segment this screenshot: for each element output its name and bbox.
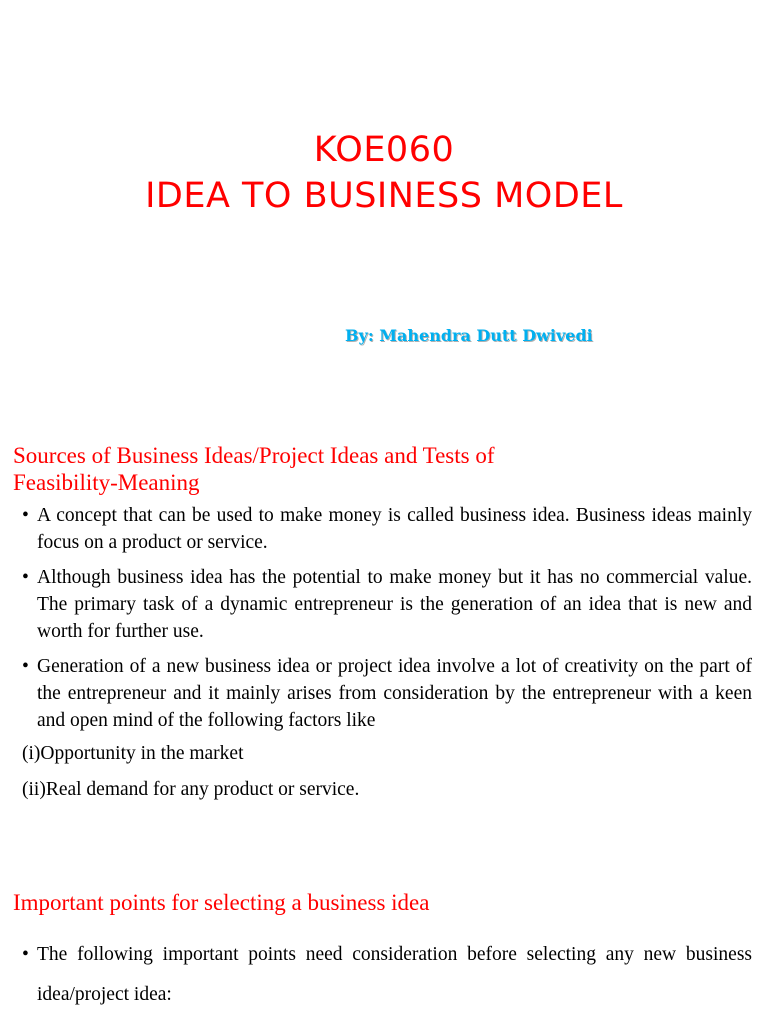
bullet-item [22, 935, 752, 1015]
title-slide [0, 0, 768, 395]
author-credit: By: Mahendra Dutt Dwivedi [345, 326, 593, 345]
section-heading-line1: Sources of Business Ideas/Project Ideas and Tests of [13, 443, 495, 468]
section2-heading: Important points for selecting a business idea [13, 890, 430, 915]
bullet-symbol: • [22, 944, 29, 965]
bullet-item [22, 502, 752, 556]
bullet-symbol: • [22, 505, 29, 526]
bullet-text: The following important points need consideration before selecting any new business idea/project idea: [37, 944, 752, 1005]
bullet-item [22, 564, 752, 645]
bullet-symbol: • [22, 567, 29, 588]
bullet-text: Generation of a new business idea or project idea involve a lot of creativity on the part of the entrepreneur and it mainly arises from consideration by the entrepreneur with a keen and open mind of the following factors like [37, 656, 752, 731]
section-heading-line2: Feasibility-Meaning [13, 470, 200, 495]
bullet-text: A concept that can be used to make money is called business idea. Business ideas mainly focus on a product or service. [37, 505, 752, 553]
bullet-item [22, 653, 752, 734]
course-title: IDEA TO BUSINESS MODEL [145, 176, 623, 216]
course-code: KOE060 [313, 130, 455, 170]
factor-item: (ii)Real demand for any product or service. [22, 779, 360, 800]
factor-item: (i)Opportunity in the market [22, 743, 244, 764]
bullet-symbol: • [22, 656, 29, 677]
bullet-text: Although business idea has the potential to make money but it has no commercial value. The primary task of a dynamic entrepreneur is the generation of an idea that is new and worth for further use. [37, 567, 752, 642]
